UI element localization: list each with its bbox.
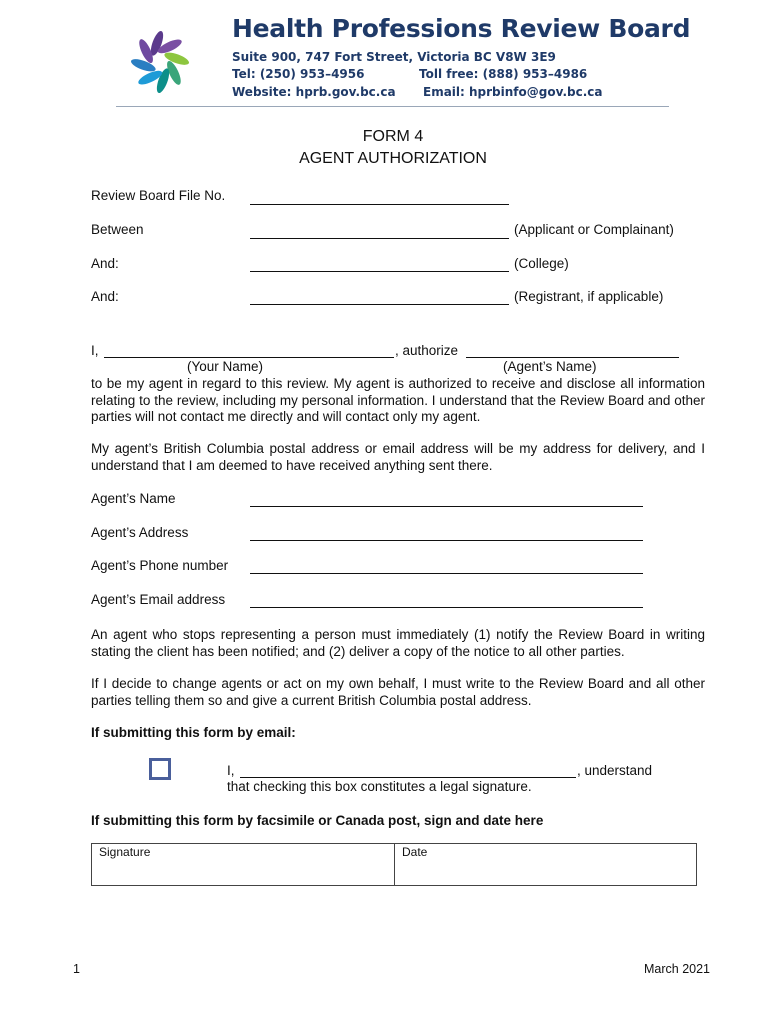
agent-address-label: Agent’s Address — [91, 525, 189, 540]
college-note: (College) — [514, 256, 569, 271]
file-no-label: Review Board File No. — [91, 188, 226, 203]
registrant-note: (Registrant, if applicable) — [514, 289, 664, 304]
org-toll-free: Toll free: (888) 953–4986 — [419, 67, 588, 81]
auth-authorize: , authorize — [395, 343, 459, 358]
agent-name-inline-field[interactable] — [466, 357, 679, 358]
applicant-field[interactable] — [250, 238, 509, 239]
org-name: Health Professions Review Board — [232, 14, 691, 43]
org-address: Suite 900, 747 Fort Street, Victoria BC V8W 3E9 — [232, 50, 556, 64]
college-field[interactable] — [250, 271, 509, 272]
agent-name-label: Agent’s Name — [91, 491, 176, 506]
org-tel: Tel: (250) 953–4956 — [232, 67, 365, 81]
change-agent-note: If I decide to change agents or act on my own behalf, I must write to the Review Board and all other parties telling them so and give a current British Columbia postal address. — [91, 676, 705, 708]
applicant-note: (Applicant or Complainant) — [514, 222, 674, 237]
legal-signature-checkbox[interactable] — [149, 758, 171, 780]
signature-cell[interactable] — [92, 844, 395, 885]
agent-email-field[interactable] — [250, 607, 643, 608]
signature-label: Signature — [99, 845, 151, 859]
and-registrant-label: And: — [91, 289, 119, 304]
fax-section-heading: If submitting this form by facsimile or Canada post, sign and date here — [91, 813, 544, 828]
date-cell[interactable] — [395, 844, 697, 885]
agent-name-field[interactable] — [250, 506, 643, 507]
signature-date-box — [91, 843, 697, 886]
agent-phone-field[interactable] — [250, 573, 643, 574]
file-no-field[interactable] — [250, 204, 509, 205]
and-college-label: And: — [91, 256, 119, 271]
stop-representing-note: An agent who stops representing a person must immediately (1) notify the Review Board in writing stating the client has been notified; and (2) deliver a copy of the notice to all other parties. — [91, 627, 705, 659]
date-label: Date — [402, 845, 428, 859]
authorization-paragraph: to be my agent in regard to this review. My agent is authorized to receive and disclose all information relating to the review, including my personal information. I understand that the Review Board and other parties will not contact me directly and will contact only my agent. — [91, 376, 705, 424]
delivery-paragraph: My agent’s British Columbia postal address or email address will be my address for delivery, and I understand that I am deemed to have received anything sent there. — [91, 441, 705, 473]
your-name-field[interactable] — [104, 357, 394, 358]
legal-signature-text: that checking this box constitutes a legal signature. — [227, 779, 532, 794]
agent-address-field[interactable] — [250, 540, 643, 541]
header-divider — [116, 106, 669, 107]
agents-name-caption: (Agent’s Name) — [503, 359, 597, 374]
between-label: Between — [91, 222, 144, 237]
agent-email-label: Agent’s Email address — [91, 592, 226, 607]
org-email[interactable]: Email: hprbinfo@gov.bc.ca — [423, 85, 603, 99]
email-section-heading: If submitting this form by email: — [91, 725, 296, 740]
form-title: AGENT AUTHORIZATION — [299, 150, 487, 167]
agent-phone-label: Agent’s Phone number — [91, 558, 229, 573]
page-number: 1 — [73, 962, 80, 976]
org-website[interactable]: Website: hprb.gov.bc.ca — [232, 85, 396, 99]
auth-i: I, — [91, 343, 99, 358]
hprb-logo — [124, 16, 196, 104]
registrant-field[interactable] — [250, 304, 509, 305]
email-i: I, — [227, 763, 235, 778]
your-name-caption: (Your Name) — [187, 359, 264, 374]
footer-date: March 2021 — [644, 962, 711, 976]
email-signer-name-field[interactable] — [240, 777, 576, 778]
email-understand: , understand — [577, 763, 653, 778]
form-number: FORM 4 — [362, 128, 424, 145]
form-title-block — [0, 126, 770, 170]
